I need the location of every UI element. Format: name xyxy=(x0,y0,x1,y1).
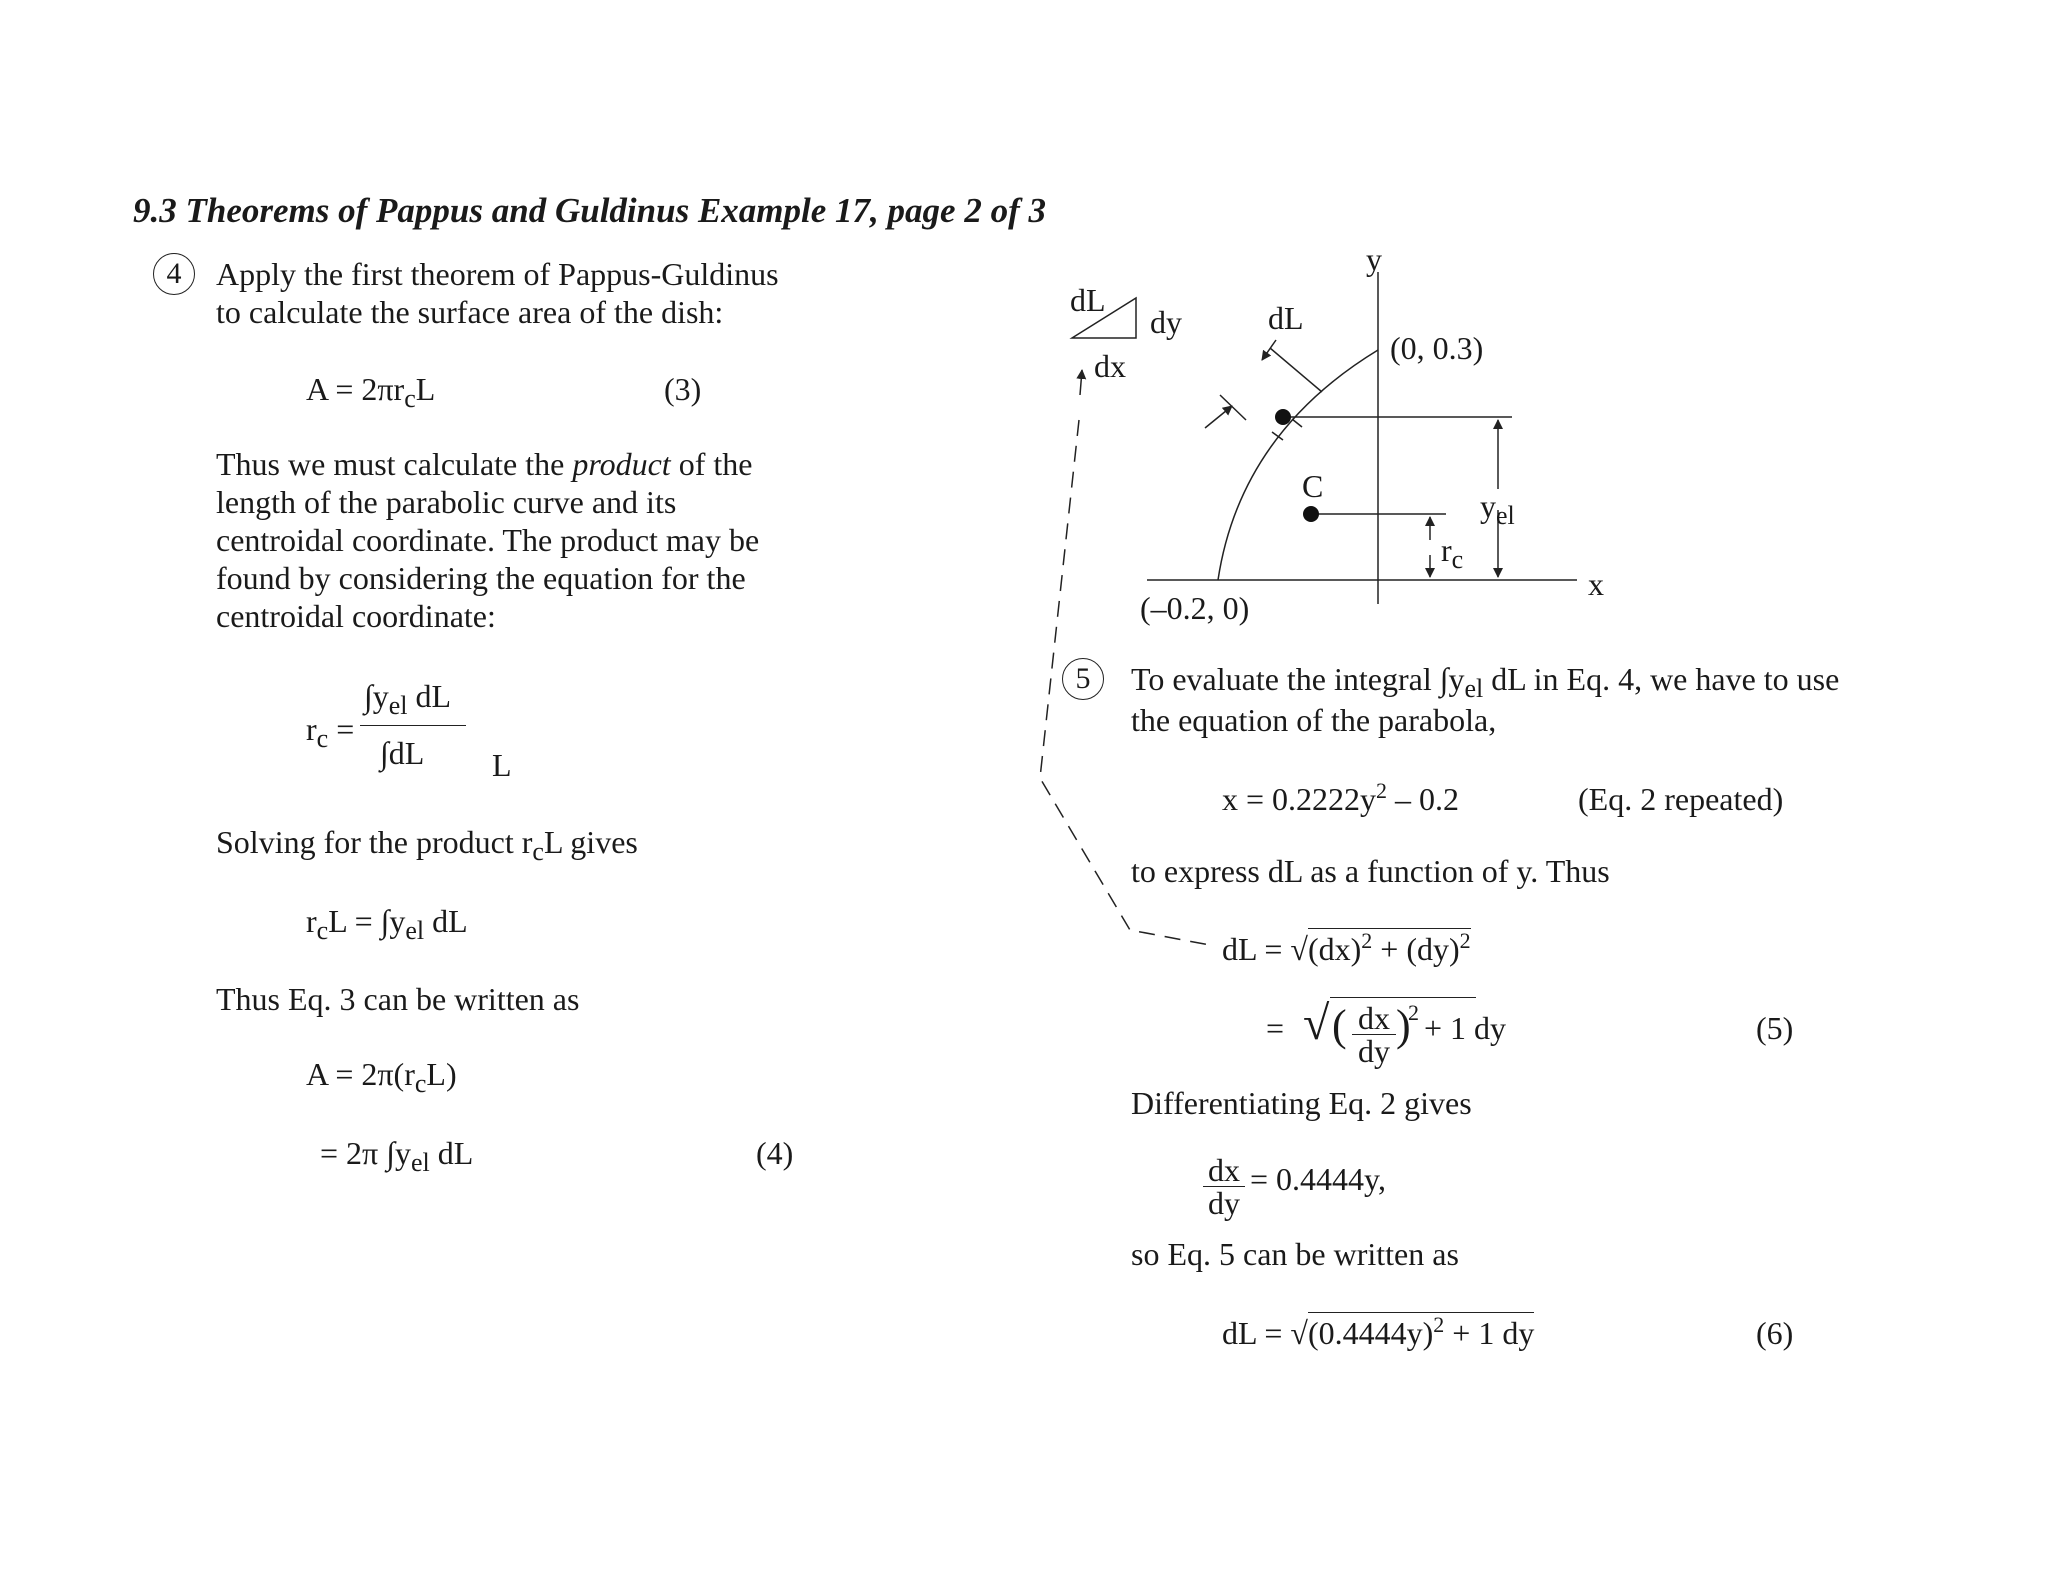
sqrt-icon: √ xyxy=(1303,997,1330,1050)
rc-numerator: $\int y_{el}$ dL xyxy=(364,678,452,720)
step-5-line-2: the equation of the parabola, xyxy=(1131,702,1497,738)
triangle-dx-label: dx xyxy=(1094,348,1126,384)
element-point xyxy=(1275,409,1291,425)
curve-dL-label: dL xyxy=(1268,300,1304,336)
right-paren: ) xyxy=(1396,1001,1411,1050)
step-4-line-1: Apply the first theorem of Pappus-Guldinus xyxy=(216,256,779,292)
dL-equation-2-rest: + 1 dy xyxy=(1424,1010,1507,1046)
dxdy-fraction-1: $\frac{dx}{dy}$ xyxy=(1352,1002,1396,1067)
centroid-C-label: C xyxy=(1302,468,1324,504)
yel-label: $y_{el}$ xyxy=(1480,488,1515,530)
area-equation-2: = 2π $\int y_{el}$ dL xyxy=(320,1135,474,1177)
derivative-rhs: = 0.4444y, xyxy=(1250,1161,1386,1197)
paragraph-line-4: found by considering the equation for the xyxy=(216,560,746,596)
rc-equation-lhs: $r_c$ = xyxy=(306,711,355,753)
express-text: to express dL as a function of y. Thus xyxy=(1131,853,1610,889)
paragraph-line-2: length of the parabolic curve and its xyxy=(216,484,677,520)
step-4-number: 4 xyxy=(153,253,195,295)
sqrt-bar xyxy=(1330,997,1476,998)
paragraph-line-3: centroidal coordinate. The product may be xyxy=(216,522,760,558)
y-axis-label: y xyxy=(1366,241,1382,277)
triangle-dL-label: dL xyxy=(1070,282,1106,318)
dxdy-squared: 2 xyxy=(1408,1000,1419,1025)
page-title: 9.3 Theorems of Pappus and Guldinus Example 17, page 2 of 3 xyxy=(133,191,1046,230)
x-axis-label: x xyxy=(1588,566,1604,602)
equation-3: $A = 2\pi r_cL$ xyxy=(306,371,436,413)
parabola-curve xyxy=(1218,350,1378,580)
step-5-number: 5 xyxy=(1062,658,1104,700)
rc-label: $r_c$ xyxy=(1441,532,1464,574)
equation-3-tag: (3) xyxy=(664,371,702,407)
dL-equation-2-equals: = xyxy=(1266,1010,1285,1046)
differentiating-text: Differentiating Eq. 2 gives xyxy=(1131,1085,1472,1121)
dxdy-fraction-2: $\frac{dx}{dy}$ xyxy=(1203,1154,1245,1219)
eq3-written-text: Thus Eq. 3 can be written as xyxy=(216,981,580,1017)
rcl-equation: $r_cL = \int y_{el}$ dL xyxy=(306,903,468,945)
step-5-line-1: To evaluate the integral $\int y_{el}$ dL in Eq. 4, we have to use xyxy=(1131,661,1840,703)
centroid-point xyxy=(1303,506,1319,522)
so-eq5-text: so Eq. 5 can be written as xyxy=(1131,1236,1459,1272)
rc-L-label: L xyxy=(492,747,512,783)
left-paren: ( xyxy=(1332,1001,1347,1050)
paragraph-line-5: centroidal coordinate: xyxy=(216,598,496,634)
equation-2-tag: (Eq. 2 repeated) xyxy=(1578,781,1784,817)
equation-4-tag: (4) xyxy=(756,1135,794,1171)
paragraph-line-1: Thus we must calculate the product of the xyxy=(216,446,753,482)
triangle-dy-label: dy xyxy=(1150,304,1182,340)
solving-text: Solving for the product $r_cL$ gives xyxy=(216,824,638,866)
equation-5-tag: (5) xyxy=(1756,1010,1794,1046)
equation-6-tag: (6) xyxy=(1756,1315,1794,1351)
point-top-label: (0, 0.3) xyxy=(1390,330,1484,366)
dL-equation-1: dL = √(dx)$^2$ + (dy)$^2$ xyxy=(1222,928,1471,967)
dL-equation-3: dL = $√(0.4444y)^2 + 1$ dy xyxy=(1222,1312,1535,1351)
area-equation-1: $A = 2\pi(r_cL)$ xyxy=(306,1056,457,1098)
equation-2-repeated: $x = 0.2222y^2 - 0.2$ xyxy=(1222,778,1460,817)
point-left-label: (–0.2, 0) xyxy=(1140,590,1250,626)
step-4-line-2: to calculate the surface area of the dish: xyxy=(216,294,724,330)
rc-denominator: ∫dL xyxy=(380,735,425,771)
